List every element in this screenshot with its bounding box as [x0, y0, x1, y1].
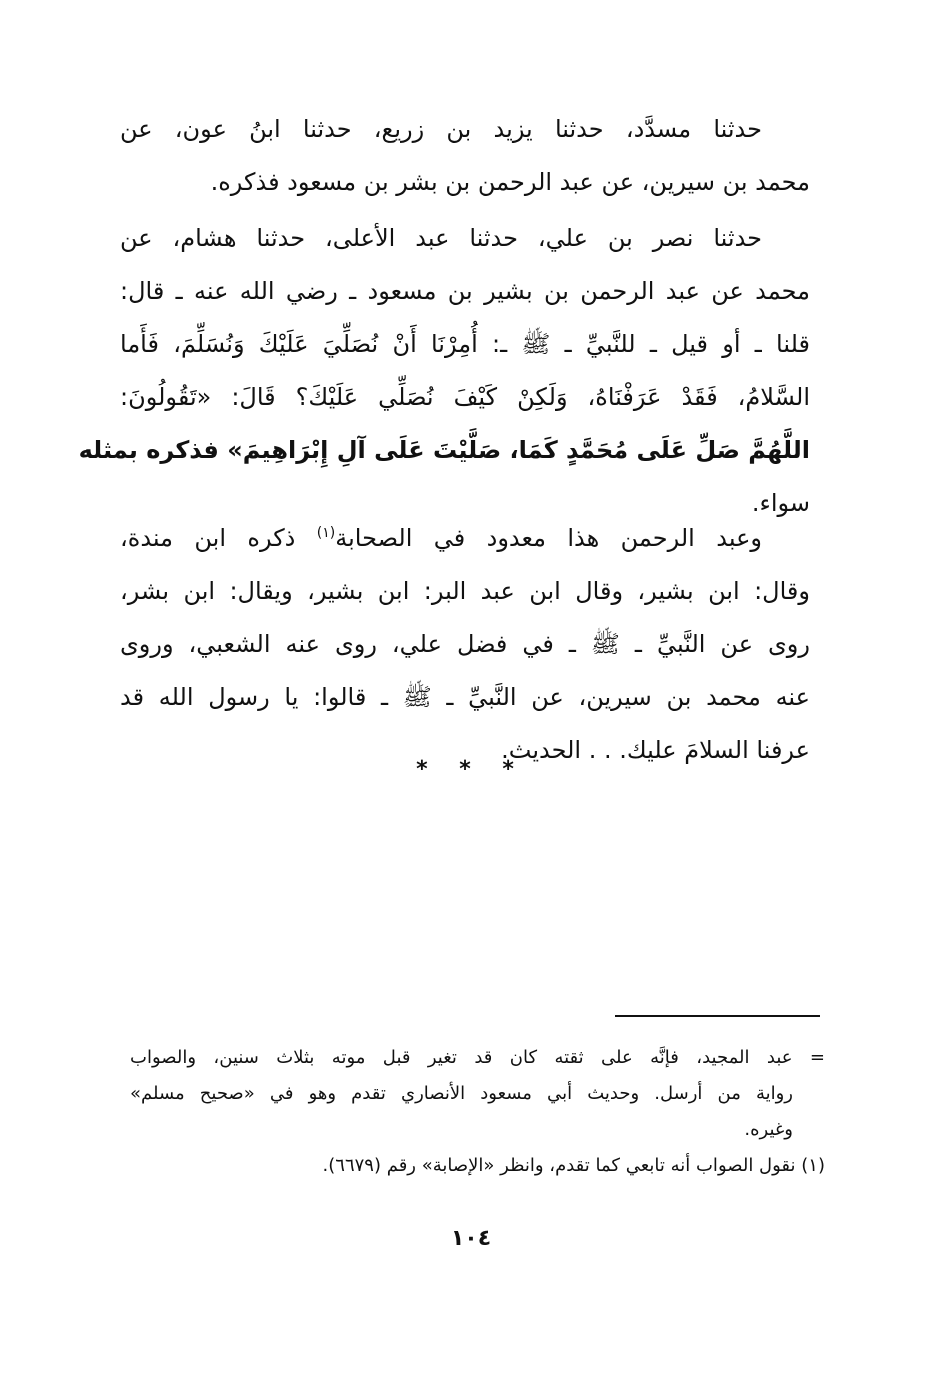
section-separator: * * * [416, 757, 526, 782]
text-line: قلنا ـ أو قيل ـ للنَّبيِّ ـ ﷺ ـ: أُمِرْنَا أَنْ نُصَلِّيَ عَلَيْكَ وَنُسَلِّمَ، فَأَما [120, 330, 810, 358]
text-line: محمد بن سيرين، عن عبد الرحمن بن بشر بن مسعود فذكره. [210, 168, 810, 196]
text-segment: ذكره ابن مندة، [120, 524, 317, 552]
footnote-1: (١) نقول الصواب أنه تابعي كما تقدم، وانظر «الإصابة» رقم (٦٦٧٩). [322, 1155, 825, 1176]
text-segment: وعبد الرحمن هذا معدود في الصحابة [335, 524, 762, 552]
text-line: حدثنا مسدَّد، حدثنا يزيد بن زريع، حدثنا ابنُ عون، عن [120, 115, 762, 143]
footnote-continuation-line: وغيره. [744, 1119, 793, 1140]
text-line-supplication: اللَّهُمَّ صَلِّ عَلَى مُحَمَّدٍ كَمَا، صَلَّيْتَ عَلَى آلِ إِبْرَاهِيمَ» فذكره بمثله [78, 436, 810, 464]
text-line: عنه محمد بن سيرين، عن النَّبيِّ ـ ﷺ ـ قالوا: يا رسول الله قد [120, 683, 810, 711]
text-line: روى عن النَّبيِّ ـ ﷺ ـ في فضل علي، روى عنه الشعبي، وروى [120, 630, 810, 658]
text-line: محمد عن عبد الرحمن بن بشير بن مسعود ـ رضي الله عنه ـ قال: [120, 277, 810, 305]
text-line [120, 512, 810, 565]
footnote-continuation-line: رواية من أرسل. وحديث أبي مسعود الأنصاري تقدم وهو في «صحيح مسلم» [130, 1083, 793, 1104]
text-line: حدثنا نصر بن علي، حدثنا عبد الأعلى، حدثنا هشام، عن [120, 224, 762, 252]
footnotes [130, 1040, 825, 1184]
footnote-continuation-line: = عبد المجيد، فإنَّه على ثقته كان قد تغير قبل موته بثلاث سنين، والصواب [130, 1047, 825, 1068]
page-number: ١٠٤ [450, 1226, 492, 1251]
text-line: وقال: ابن بشير، وقال ابن عبد البر: ابن بشير، ويقال: ابن بشر، [120, 577, 810, 605]
footnote-divider [615, 1015, 820, 1017]
footnote-reference: (١) [316, 525, 336, 541]
paragraph-narrator-note [120, 512, 810, 777]
text-line: سواء. [751, 489, 810, 517]
text-line: السَّلامُ، فَقَدْ عَرَفْنَاهُ، وَلَكِنْ كَيْفَ نُصَلِّي عَلَيْكَ؟ قَالَ: «تَقُولُونَ: [120, 383, 810, 411]
paragraph-hadith-chain-2 [78, 212, 810, 530]
paragraph-hadith-chain-1 [120, 103, 810, 209]
text-line: عرفنا السلامَ عليك. . . الحديث. [501, 736, 810, 764]
